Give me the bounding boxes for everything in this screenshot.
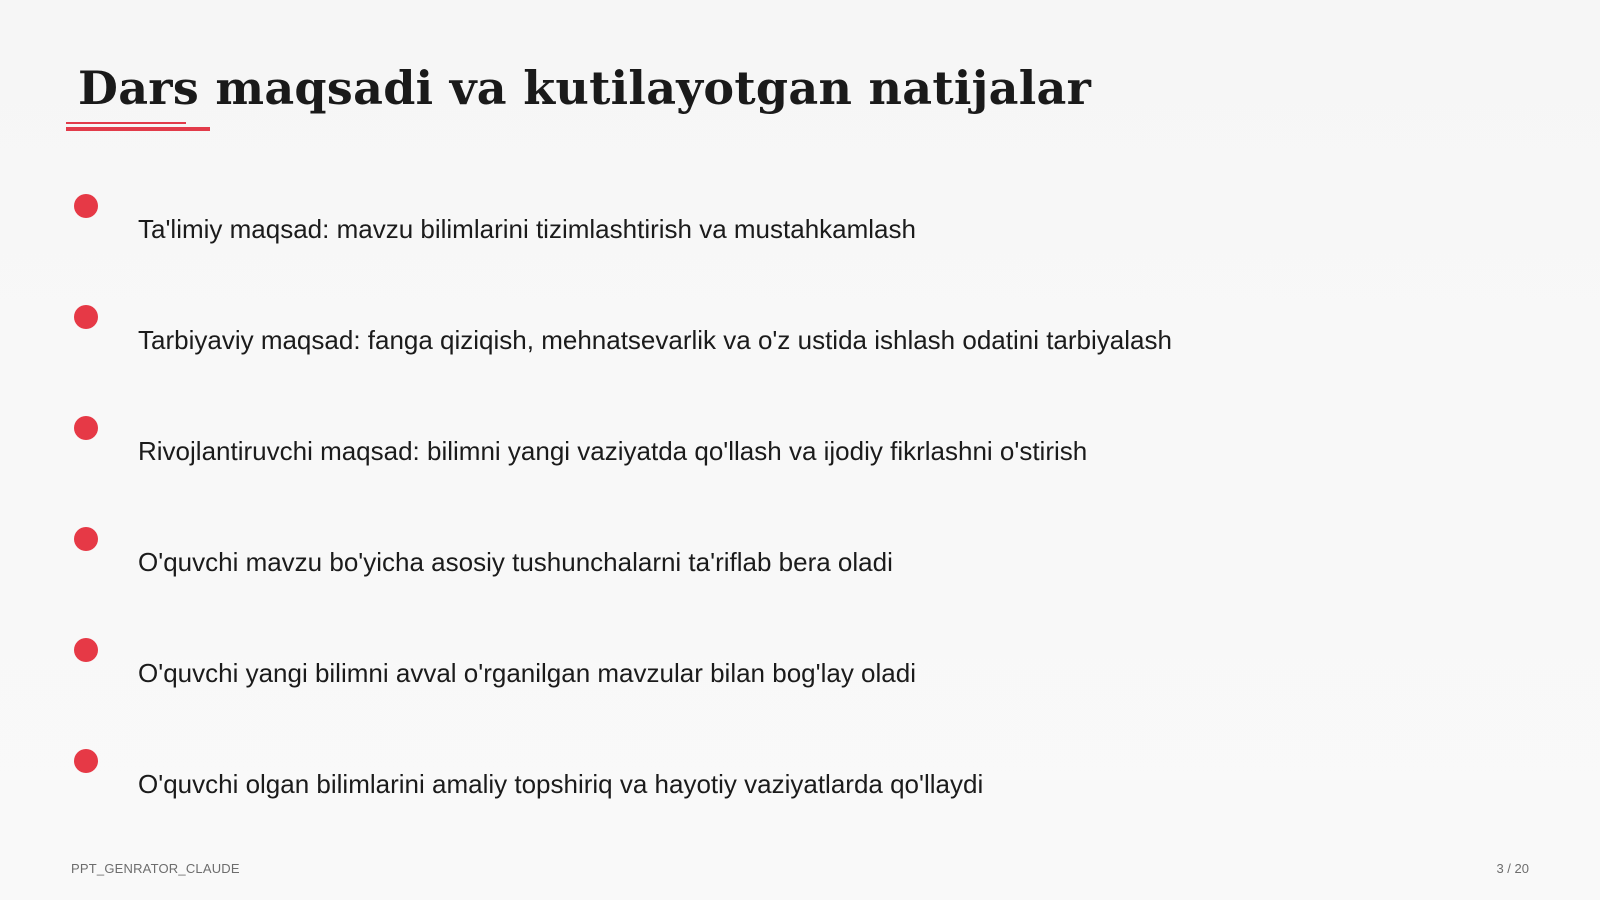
bullet-dot-icon: [74, 638, 98, 662]
slide-title: Dars maqsadi va kutilayotgan natijalar: [78, 61, 1092, 115]
bullet-text: Tarbiyaviy maqsad: fanga qiziqish, mehnatsevarlik va o'z ustida ishlash odatini tarbiyalash: [138, 325, 1172, 355]
bullet-item: [0, 194, 1600, 274]
bullet-text: Rivojlantiruvchi maqsad: bilimni yangi vaziyatda qo'llash va ijodiy fikrlashni o'stirish: [138, 436, 1088, 466]
bullet-text: O'quvchi yangi bilimni avval o'rganilgan mavzular bilan bog'lay oladi: [138, 658, 916, 688]
bullet-text: O'quvchi mavzu bo'yicha asosiy tushunchalarni ta'riflab bera oladi: [138, 547, 893, 577]
bullet-text: O'quvchi olgan bilimlarini amaliy topshiriq va hayotiy vaziyatlarda qo'llaydi: [138, 769, 984, 799]
bullet-item: [0, 638, 1600, 718]
bullet-item: [0, 305, 1600, 385]
bullet-dot-icon: [74, 416, 98, 440]
bullet-item: [0, 416, 1600, 496]
bullet-dot-icon: [74, 305, 98, 329]
bullet-text: Ta'limiy maqsad: mavzu bilimlarini tizimlashtirish va mustahkamlash: [138, 214, 916, 244]
bullet-item: [0, 527, 1600, 607]
bullet-dot-icon: [74, 194, 98, 218]
footer-source-label: PPT_GENRATOR_CLAUDE: [71, 861, 240, 876]
bullet-dot-icon: [74, 527, 98, 551]
page-indicator: 3 / 20: [1496, 861, 1529, 876]
bullet-item: [0, 749, 1600, 829]
bullet-dot-icon: [74, 749, 98, 773]
